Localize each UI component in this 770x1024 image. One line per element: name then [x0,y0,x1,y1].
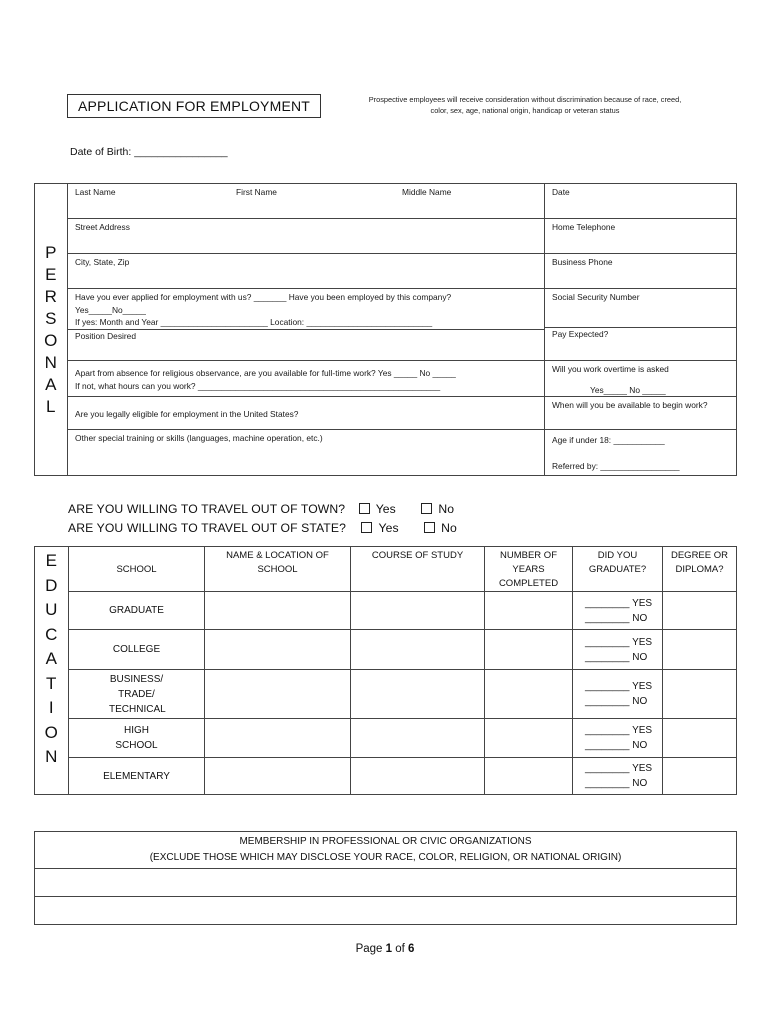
side-letter: A [45,374,57,394]
no-option[interactable]: ________ NO [585,740,648,751]
course-cell[interactable] [351,630,485,670]
home-telephone-label: Home Telephone [552,222,616,232]
no-option[interactable]: ________ NO [585,696,648,707]
no-option[interactable]: ________ NO [585,651,648,663]
date-of-birth-field[interactable]: Date of Birth: ________________ [70,146,228,158]
table-row [35,670,737,719]
travel-town-label: ARE YOU WILLING TO TRAVEL OUT OF TOWN? [68,502,346,516]
begin-work-field[interactable] [545,397,737,430]
special-training-field[interactable] [68,430,545,476]
pay-expected-label: Pay Expected? [552,329,609,339]
course-cell[interactable] [351,758,485,795]
yes-option[interactable]: ________ YES [585,725,653,736]
age-referred-field[interactable] [545,430,737,476]
school-level: ELEMENTARY [69,758,205,795]
travel-state-label: ARE YOU WILLING TO TRAVEL OUT OF STATE? [68,521,346,535]
religious-availability-field[interactable] [68,361,545,397]
position-desired-field[interactable] [68,329,544,343]
page-total: 6 [408,943,415,955]
form-title: APPLICATION FOR EMPLOYMENT [67,94,321,118]
graduate-cell[interactable] [573,630,663,670]
graduate-cell[interactable] [573,758,663,795]
table-row [35,630,737,670]
side-letter: S [45,308,57,328]
middle-name-label: Middle Name [402,187,452,197]
applied-when-location: If yes: Month and Year _______________________ Location: ___________________________ [75,317,433,327]
last-name-label: Last Name [75,187,116,197]
notice-line-1: Prospective employees will receive consideration without discrimination because of race, creed, [368,95,682,104]
side-letter: E [45,551,58,570]
street-address-field[interactable] [68,219,545,254]
legal-eligibility-field[interactable] [68,397,545,430]
travel-state-yes[interactable] [361,521,398,535]
prior-application-field[interactable] [68,289,545,361]
course-cell[interactable] [351,719,485,758]
graduate-cell[interactable] [573,592,663,630]
applied-before-question: Have you ever applied for employment with us? _______ Have you been employed by this company? [75,292,452,302]
side-letter: E [45,264,57,284]
side-letter: C [45,624,58,644]
name-location-header: NAME & LOCATION OF SCHOOL [205,547,351,592]
legal-eligibility-label: Are you legally eligible for employment in the United States? [75,408,299,419]
city-state-zip-label: City, State, Zip [75,257,130,267]
education-side-label [35,547,69,795]
side-letter: T [46,673,57,693]
name-location-cell[interactable] [205,630,351,670]
ssn-field[interactable] [545,289,736,327]
side-letter: O [44,330,58,350]
travel-town-yes[interactable] [359,502,396,516]
school-level: BUSINESS/ TRADE/ TECHNICAL [69,670,205,719]
side-letter: I [48,698,55,717]
yes-label: Yes [378,521,399,535]
religious-question: Apart from absence for religious observance, are you available for full-time work? Yes _____ No _____ [75,368,456,378]
notice-line-2: color, sex, age, national origin, handicap or veteran status [430,106,620,115]
no-option[interactable]: ________ NO [585,778,648,789]
no-option[interactable]: ________ NO [585,612,648,624]
school-level: GRADUATE [69,592,205,630]
yes-option[interactable]: ________ YES [585,763,653,774]
degree-cell[interactable] [663,719,737,758]
name-location-cell[interactable] [205,719,351,758]
years-cell[interactable] [485,670,573,719]
name-location-cell[interactable] [205,670,351,719]
overtime-question: Will you work overtime is asked [552,364,669,374]
years-cell[interactable] [485,630,573,670]
school-level: HIGH SCHOOL [69,719,205,758]
years-cell[interactable] [485,592,573,630]
side-letter: O [44,722,59,742]
name-field[interactable] [68,184,545,219]
yes-option[interactable]: ________ YES [585,597,653,609]
of-word: of [395,943,405,955]
ssn-pay-column [545,289,737,361]
business-phone-label: Business Phone [552,257,613,267]
education-section [34,546,737,795]
travel-town-question [68,502,454,516]
religious-hours: If not, what hours can you work? ____________________________________________________ [75,380,441,391]
street-address-label: Street Address [75,222,130,232]
pay-expected-field[interactable] [545,327,736,341]
checkbox-icon[interactable] [421,503,432,514]
referred-by-label: Referred by: _________________ [552,460,680,471]
ssn-label: Social Security Number [552,292,640,302]
membership-entry-row[interactable] [35,869,737,897]
course-header: COURSE OF STUDY [351,547,485,592]
non-discrimination-notice [330,94,720,116]
years-completed-header: NUMBER OF YEARS COMPLETED [485,547,573,592]
date-label: Date [552,187,570,197]
position-desired-label: Position Desired [75,330,136,341]
yes-option[interactable]: ________ YES [585,636,653,648]
graduate-cell[interactable] [573,719,663,758]
years-cell[interactable] [485,719,573,758]
no-label: No [441,521,457,535]
side-letter: L [46,396,56,416]
side-letter: P [45,242,57,262]
home-telephone-field[interactable] [545,219,737,254]
business-phone-field[interactable] [545,254,737,289]
age-under-18-label: Age if under 18: ___________ [552,435,665,445]
yes-option[interactable]: ________ YES [585,681,653,692]
date-field[interactable] [545,184,737,219]
membership-header [35,832,737,869]
degree-cell[interactable] [663,670,737,719]
school-level: COLLEGE [69,630,205,670]
side-letter: R [44,286,58,306]
degree-cell[interactable] [663,592,737,630]
no-label: No [438,502,455,516]
side-letter: A [45,649,58,668]
side-letter: N [44,352,58,372]
page-word: Page [355,943,383,955]
yes-label: Yes [375,502,396,516]
applied-yes-no: Yes_____No_____ [75,304,146,315]
checkbox-icon[interactable] [359,503,370,514]
table-row [35,758,737,795]
travel-town-no[interactable] [421,502,454,516]
travel-state-no[interactable] [424,521,457,535]
side-letter: N [45,747,58,766]
page-indicator [0,943,770,955]
overtime-field[interactable] [545,361,737,397]
name-location-cell[interactable] [205,758,351,795]
graduate-header: DID YOU GRADUATE? [573,547,663,592]
checkbox-icon[interactable] [361,522,372,533]
personal-section [34,183,737,476]
personal-side-label [35,184,68,476]
degree-cell[interactable] [663,630,737,670]
page-number: 1 [385,943,393,955]
travel-state-question [68,521,457,535]
course-cell[interactable] [351,670,485,719]
special-training-label: Other special training or skills (languages, machine operation, etc.) [75,433,323,443]
checkbox-icon[interactable] [424,522,435,533]
membership-entry-row[interactable] [35,897,737,925]
table-row [35,719,737,758]
name-location-cell[interactable] [205,592,351,630]
degree-header: DEGREE OR DIPLOMA? [663,547,737,592]
degree-cell[interactable] [663,758,737,795]
side-letter: U [45,600,58,619]
first-name-label: First Name [236,187,277,197]
membership-exclusion-note: (EXCLUDE THOSE WHICH MAY DISCLOSE YOUR RACE, COLOR, RELIGION, OR NATIONAL ORIGIN) [149,852,622,863]
table-row [35,592,737,630]
side-letter: D [45,575,58,595]
membership-section [34,831,737,925]
begin-work-label: When will you be available to begin work? [552,400,708,410]
membership-title: MEMBERSHIP IN PROFESSIONAL OR CIVIC ORGANIZATIONS [239,836,532,847]
overtime-yes-no: Yes_____ No _____ [590,384,666,395]
graduate-cell[interactable] [573,670,663,719]
city-state-zip-field[interactable] [68,254,545,289]
course-cell[interactable] [351,592,485,630]
years-cell[interactable] [485,758,573,795]
school-header: SCHOOL [69,547,205,592]
